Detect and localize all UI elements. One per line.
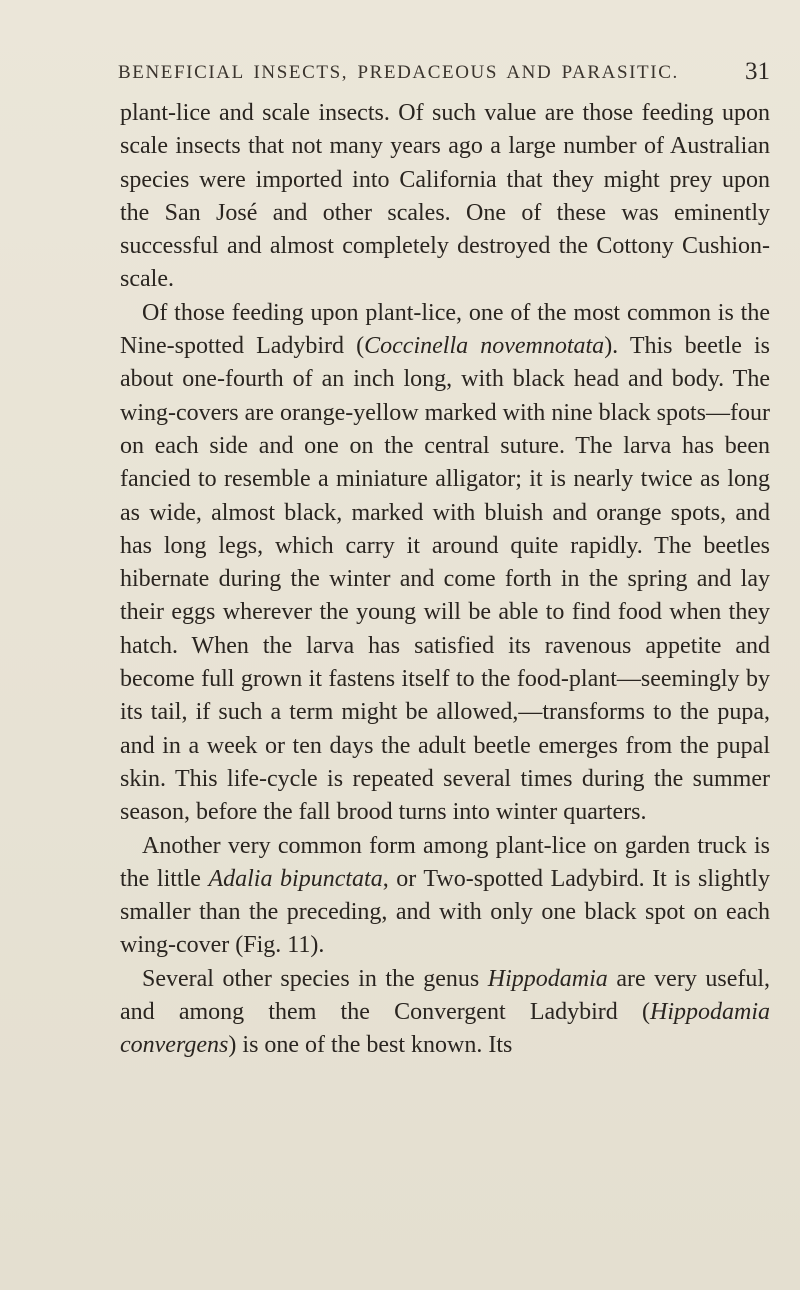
paragraph-text: are very useful, and among them the Convergent Ladybird (: [120, 965, 771, 1026]
page-number: 31: [745, 58, 770, 85]
paragraph-1: [120, 97, 770, 297]
paragraph-3: [120, 830, 770, 963]
paragraph-text: Of those feeding upon plant-lice, one of the most common is the Nine-spotted Ladybird (: [120, 299, 770, 360]
body-text: [120, 97, 770, 1063]
genus-name-italic: Hippodamia: [487, 965, 608, 992]
species-name-italic: Adalia bipunctata: [208, 865, 383, 892]
paragraph-text: ). This beetle is about one-fourth of an inch long, with black head and body. The wing-covers are orange-yellow marked with nine black spots—four on each side and one on the central suture. The larva has been fancied to resemble a miniature alligator; it is nearly twice as long as wide, almost black, marked with bluish and orange spots, and has long legs, which carry it around quite rapidly. The beetles hibernate during the winter and come forth in the spring and lay their eggs wherever the young will be able to find food when they hatch. When the larva has satisfied its ravenous appetite and become full grown it fastens itself to the food-plant—seemingly by its tail, if such a term might be allowed,—transforms to the pupa, and in a week or ten days the adult beetle emerges from the pupal skin. This life-cycle is repeated several times during the summer season, before the fall brood turns into winter quarters.: [120, 333, 771, 826]
paragraph-text: ) is one of the best known. Its: [228, 1032, 513, 1059]
running-head-title: BENEFICIAL INSECTS, PREDACEOUS AND PARASITIC.: [118, 62, 679, 83]
paragraph-4: [120, 963, 770, 1063]
paragraph-text: , or Two-spotted Ladybird. It is slightly smaller than the preceding, and with only one black spot on each wing-cover (Fig. 11).: [120, 865, 770, 959]
paragraph-2: [120, 297, 770, 830]
paragraph-text: Several other species in the genus: [142, 965, 488, 992]
paragraph-text: plant-lice and scale insects. Of such value are those feeding upon scale insects that not many years ago a large number of Australian species were imported into California that they might prey upon the San José and other scales. One of these was eminently successful and almost completely destroyed the Cottony Cushion-scale.: [120, 100, 770, 293]
species-name-italic: Hippodamia convergens: [120, 999, 770, 1059]
running-head: [118, 58, 770, 90]
paragraph-text: Another very common form among plant-lice on garden truck is the little: [120, 832, 770, 892]
species-name-italic: Coccinella novemnotata: [364, 333, 605, 360]
